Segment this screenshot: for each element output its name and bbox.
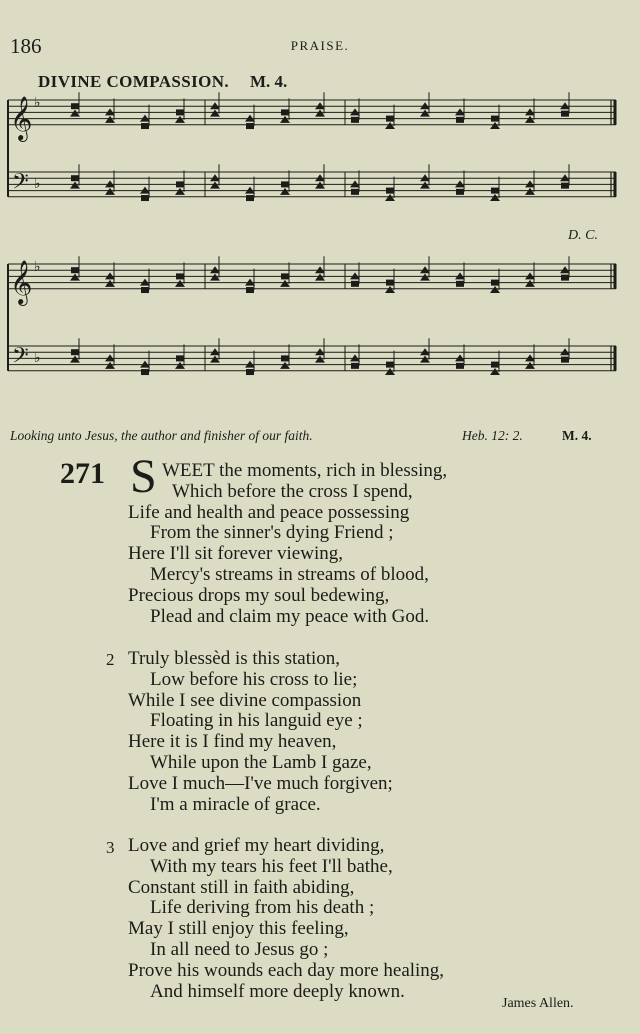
note-head <box>246 123 254 129</box>
note-head <box>71 267 79 273</box>
note-head <box>141 195 149 201</box>
note-head <box>351 189 359 195</box>
hymn-line: Here it is I find my heaven, <box>128 731 337 753</box>
tune-title: DIVINE COMPASSION. <box>38 72 230 91</box>
hymn-line: Plead and claim my peace with God. <box>150 605 430 627</box>
hymn-line: Love I much—I've much forgiven; <box>128 772 393 794</box>
hymn-number: 271 <box>60 457 105 490</box>
note-head <box>71 103 79 109</box>
stanza-number: 2 <box>106 650 115 669</box>
note-head <box>176 181 184 187</box>
flat-icon: ♭ <box>34 176 41 193</box>
note-head <box>386 188 394 194</box>
hymn-line: While upon the Lamb I gaze, <box>150 752 372 773</box>
note-head <box>386 116 394 122</box>
note-head <box>561 183 569 189</box>
note-head <box>281 181 289 187</box>
note-head <box>561 275 569 281</box>
hymn-line: Floating in his languid eye ; <box>150 710 363 732</box>
hymn-line: Here I'll sit forever viewing, <box>128 543 343 565</box>
note-head <box>456 363 464 369</box>
hymn-line: Precious drops my soul bedewing, <box>128 584 390 606</box>
stanza-number: 3 <box>106 838 115 857</box>
note-head <box>176 109 184 115</box>
scripture-meter: M. 4. <box>562 428 592 443</box>
hymn-line: And himself more deeply known. <box>150 980 405 1002</box>
hymn-line: Life deriving from his death ; <box>150 897 375 919</box>
hymn-line: Which before the cross I spend, <box>172 480 413 502</box>
note-head <box>456 189 464 195</box>
note-head <box>456 117 464 123</box>
hymn-line: Mercy's streams in streams of blood, <box>150 564 429 585</box>
note-head <box>386 280 394 286</box>
note-head <box>141 369 149 375</box>
hymn-line: May I still enjoy this feeling, <box>128 918 349 940</box>
note-head <box>561 357 569 363</box>
running-head: PRAISE. <box>290 38 350 53</box>
scripture-reference: Heb. 12: 2. <box>462 428 523 443</box>
note-head <box>351 117 359 123</box>
note-head <box>491 188 499 194</box>
note-head <box>141 287 149 293</box>
note-head <box>281 273 289 279</box>
flat-icon: ♭ <box>34 258 41 275</box>
drop-cap: S <box>130 450 157 503</box>
note-head <box>281 109 289 115</box>
hymn-line: I'm a miracle of grace. <box>150 793 321 815</box>
music-score <box>0 86 640 386</box>
hymn-line: From the sinner's dying Friend ; <box>150 522 394 544</box>
hymn-line: With my tears his feet I'll bathe, <box>150 855 393 877</box>
note-head <box>491 116 499 122</box>
page-number: 186 <box>10 34 42 58</box>
treble-clef-icon: 𝄞 <box>10 259 33 304</box>
bass-clef-icon: 𝄢 <box>12 343 29 374</box>
hymn-line: Life and health and peace possessing <box>128 501 410 523</box>
note-head <box>456 281 464 287</box>
hymn-line: Prove his wounds each day more healing, <box>128 959 445 981</box>
hymn-line: WEET the moments, rich in blessing, <box>162 460 448 481</box>
author: James Allen. <box>502 996 574 1011</box>
note-head <box>71 349 79 355</box>
bass-clef-icon: 𝄢 <box>12 169 29 200</box>
note-head <box>491 280 499 286</box>
hymn-line: In all need to Jesus go ; <box>150 939 329 960</box>
note-head <box>386 362 394 368</box>
flat-icon: ♭ <box>34 350 41 367</box>
note-head <box>71 175 79 181</box>
treble-clef-icon: 𝄞 <box>10 95 33 140</box>
dc-marking: D. C. <box>568 228 598 243</box>
tune-meter: M. 4. <box>250 72 288 91</box>
note-head <box>176 355 184 361</box>
note-head <box>491 362 499 368</box>
scripture-text: Looking unto Jesus, the author and finisher of our faith. <box>10 428 313 443</box>
note-head <box>281 355 289 361</box>
hymn-line: While I see divine compassion <box>128 689 362 711</box>
note-head <box>246 195 254 201</box>
hymn-line: Low before his cross to lie; <box>150 668 358 690</box>
note-head <box>176 273 184 279</box>
note-head <box>351 363 359 369</box>
note-head <box>141 123 149 129</box>
hymn-line: Truly blessèd is this station, <box>128 648 341 669</box>
hymn-line: Love and grief my heart dividing, <box>128 835 385 856</box>
hymn-line: Constant still in faith abiding, <box>128 876 355 898</box>
flat-icon: ♭ <box>34 94 41 111</box>
note-head <box>246 369 254 375</box>
note-head <box>561 111 569 117</box>
note-head <box>246 287 254 293</box>
note-head <box>351 281 359 287</box>
